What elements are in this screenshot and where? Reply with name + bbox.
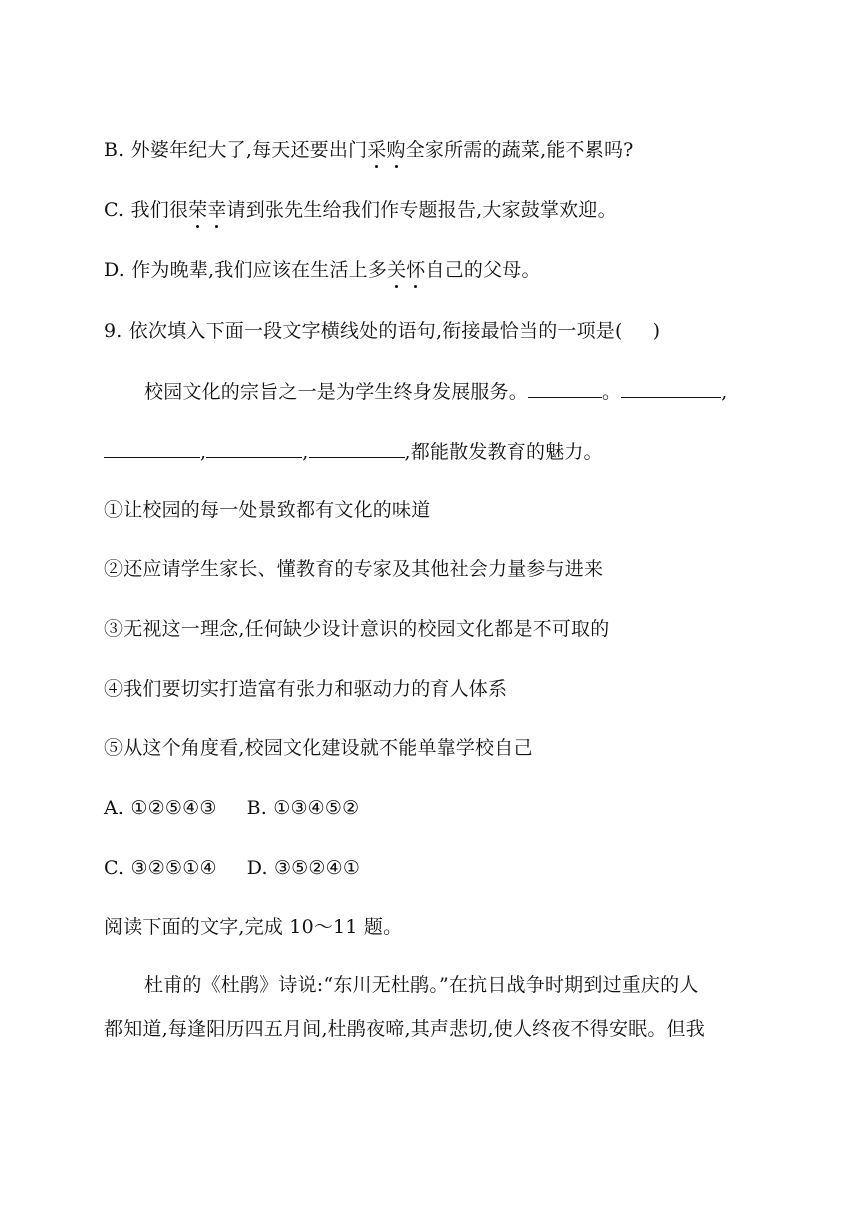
sentence-item-1: ①让校园的每一处景致都有文化的味道 [104,499,431,521]
question-9-stem [104,319,660,343]
reading-instruction: 阅读下面的文字,完成 10～11 题。 [104,916,403,938]
emphasis-char: 荣 [188,199,208,221]
choice-b: B. ①③④⑤② [246,797,360,819]
sentence-item-5: ⑤从这个角度看,校园文化建设就不能单靠学校自己 [104,737,533,759]
option-c [104,198,617,222]
separator: , [200,441,207,463]
fill-blank-2 [621,379,721,398]
option-c-text-end: 请到张先生给我们作专题报告,大家鼓掌欢迎。 [226,199,617,221]
question-stem-text: 9. 依次填入下面一段文字横线处的语句,衔接最恰当的一项是( [104,320,623,342]
fill-blank-1 [528,379,602,398]
choices-row-1 [104,796,359,820]
emphasis-char: 怀 [406,259,426,281]
fill-blank-5 [309,439,405,458]
passage-text: ,都能散发教育的魅力。 [404,441,603,463]
choice-a: A. ①②⑤④③ [104,797,217,819]
option-b [104,138,634,162]
emphasis-char: 采 [367,139,387,161]
reading-paragraph-line-2: 都知道,每逢阳历四五月间,杜鹃夜啼,其声悲切,使人终夜不得安眠。但我 [104,1018,705,1040]
sentence-item-3: ③无视这一理念,任何缺少设计意识的校园文化都是不可取的 [104,618,610,640]
question-stem-close: ) [652,320,661,342]
option-c-text-start: C. 我们很 [104,199,189,221]
reading-paragraph-line-1: 杜甫的《杜鹃》诗说:“东川无杜鹃。”在抗日战争时期到过重庆的人 [144,974,699,996]
separator: , [302,441,309,463]
sentence-item-4: ④我们要切实打造富有张力和驱动力的育人体系 [104,678,508,700]
passage-line-1 [144,379,727,404]
emphasis-char: 关 [387,259,407,281]
passage-line-2 [104,439,603,464]
emphasis-char: 购 [386,139,406,161]
separator: , [721,381,728,403]
choices-row-2 [104,856,360,880]
sentence-item-2: ②还应请学生家长、懂教育的专家及其他社会力量参与进来 [104,558,604,580]
separator: 。 [602,381,622,403]
option-b-text-end: 全家所需的蔬菜,能不累吗? [405,139,634,161]
option-d-text-end: 自己的父母。 [425,259,541,281]
option-b-text-start: B. 外婆年纪大了,每天还要出门 [104,139,368,161]
passage-text: 校园文化的宗旨之一是为学生终身发展服务。 [144,381,529,403]
choice-d: D. ③⑤②④① [246,857,361,879]
fill-blank-3 [104,439,200,458]
emphasis-char: 幸 [207,199,227,221]
fill-blank-4 [206,439,302,458]
option-d-text-start: D. 作为晚辈,我们应该在生活上多 [104,259,388,281]
choice-c: C. ③②⑤①④ [104,857,217,879]
option-d [104,258,541,282]
